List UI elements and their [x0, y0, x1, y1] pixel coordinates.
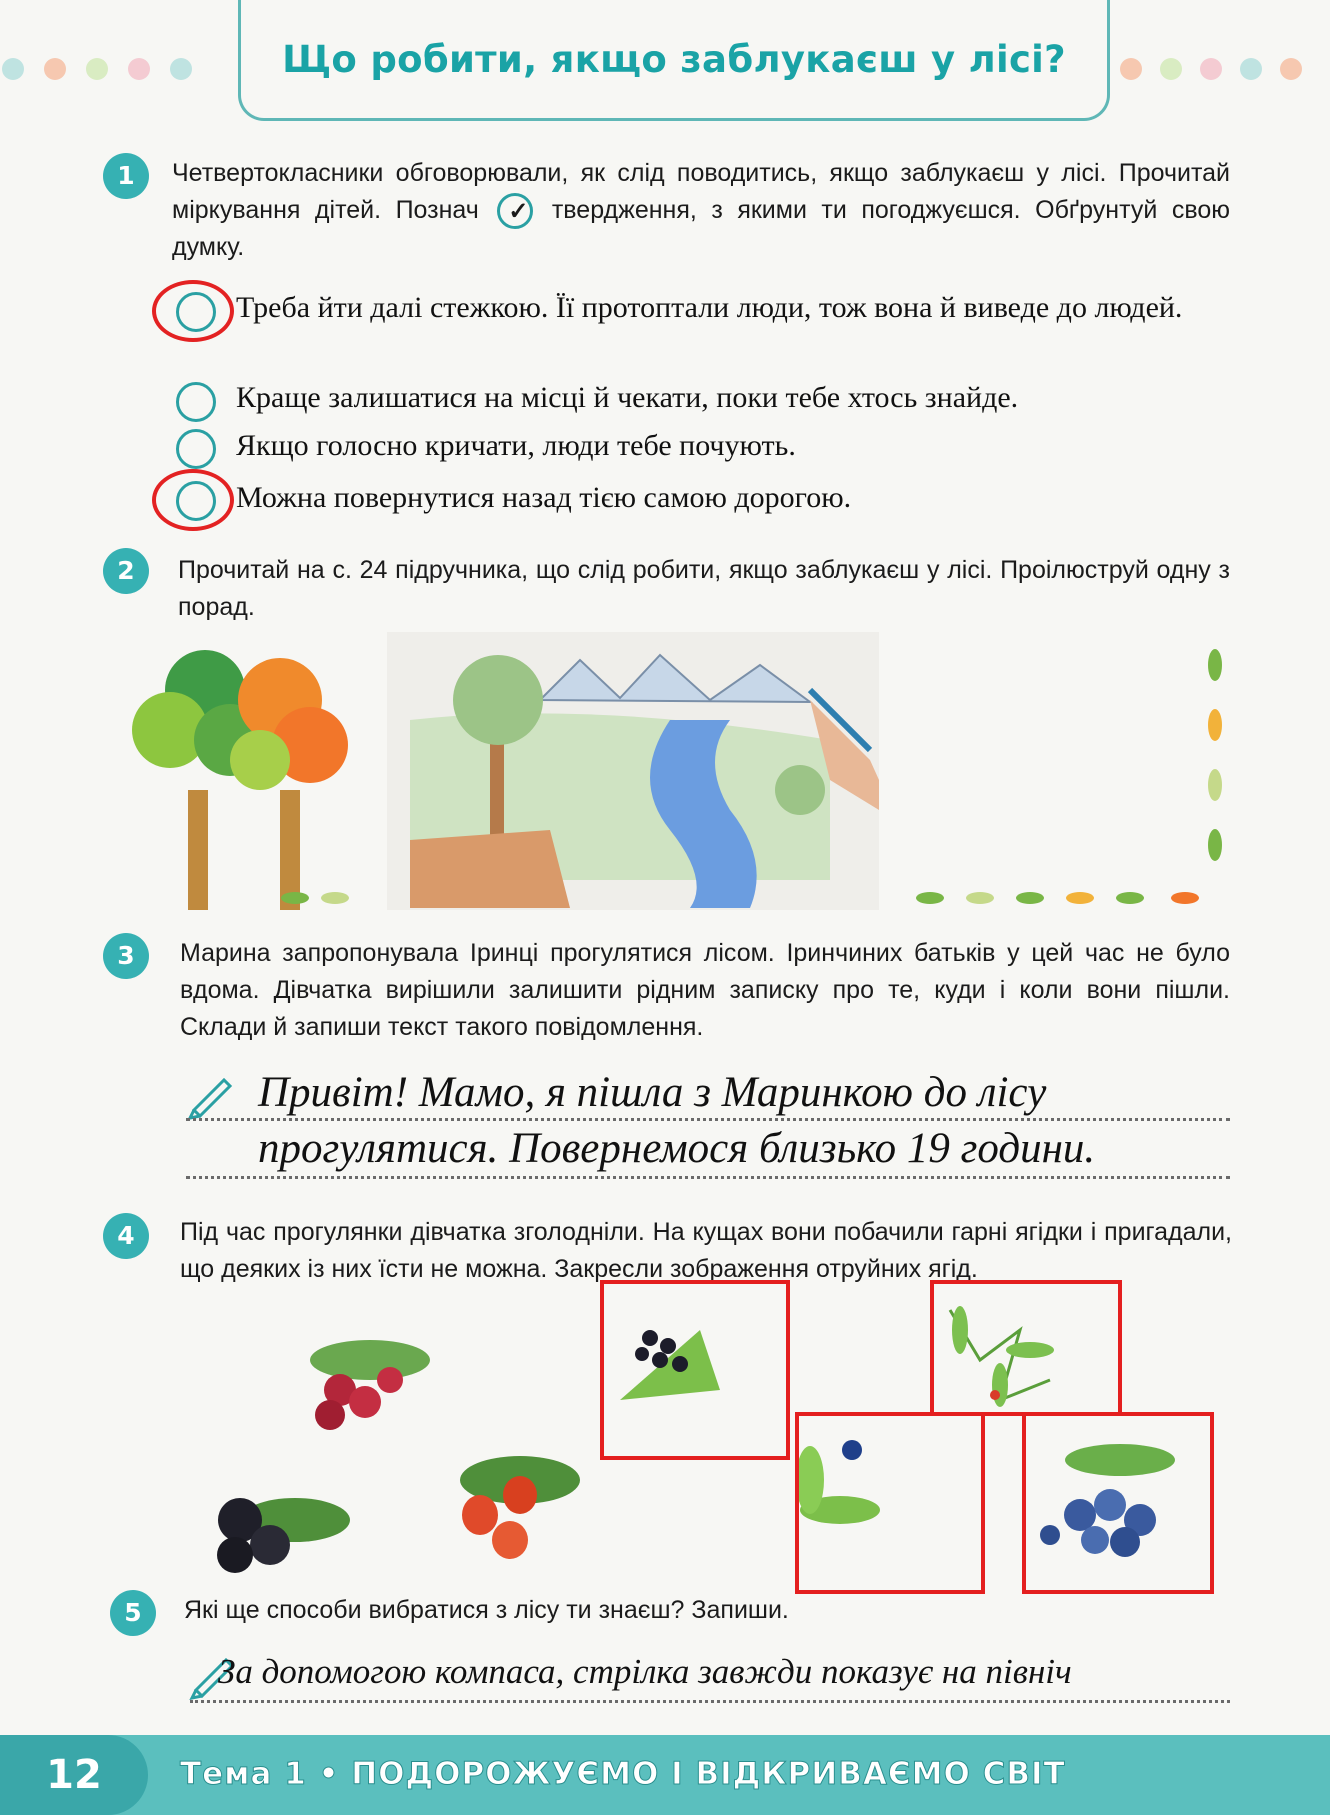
task5-answer: За допомогою компаса, стрілка завжди показує на північ: [218, 1652, 1072, 1691]
task-number-5: 5: [110, 1590, 156, 1636]
option-4-text: Можна повернутися назад тією самою дорогою.: [236, 481, 852, 514]
option-3-checkbox[interactable]: [176, 429, 216, 469]
page-title: Що робити, якщо заблукаєш у лісі?: [282, 38, 1066, 81]
blueberry-red-box: [1022, 1412, 1214, 1594]
elderberry-red-box: [600, 1280, 790, 1460]
option-1-text: Треба йти далі стежкою. Її протоптали люди, тож вона й виведе до людей.: [236, 291, 1183, 324]
check-mark-icon: ✓: [497, 193, 533, 229]
page-number: 12: [0, 1735, 148, 1815]
pencil-icon: [184, 1068, 236, 1120]
task-number-2: 2: [103, 548, 149, 594]
cartoon-trees-icon: [132, 650, 348, 910]
answer-line: [190, 1700, 1230, 1703]
option-3-text: Якщо голосно кричати, люди тебе почують.: [236, 429, 796, 462]
blackberry-icon: [217, 1498, 350, 1573]
task-number-1: 1: [103, 153, 149, 199]
footer-section-title: Тема 1 • ПОДОРОЖУЄМО І ВІДКРИВАЄМО СВІТ: [180, 1756, 1066, 1792]
task4-instruction: Під час прогулянки дівчатка зголодніли. На кущах вони побачили гарні ягідки і пригадали, що деяких із них їсти не можна. Закресли зображення отруйних ягід.: [180, 1218, 1232, 1283]
child-drawing-image: [387, 632, 879, 910]
option-2-checkbox[interactable]: [176, 382, 216, 422]
answer-line: [186, 1118, 1230, 1121]
task5-instruction: Які ще способи вибратися з лісу ти знаєш? Запиши.: [184, 1596, 789, 1624]
task-number-3: 3: [103, 933, 149, 979]
crowberry-red-box: [795, 1412, 985, 1594]
answer-line: [186, 1176, 1230, 1179]
task-number-4: 4: [103, 1213, 149, 1259]
task2-instruction: Прочитай на с. 24 підручника, що слід робити, якщо заблукаєш у лісі. Проілюструй одну з порад.: [178, 556, 1230, 621]
option-4-red-mark: [152, 469, 234, 531]
option-2-text: Краще залишатися на місці й чекати, поки тебе хтось знайде.: [236, 381, 1019, 414]
cranberry-icon: [310, 1340, 430, 1430]
option-1-red-mark: [152, 280, 234, 342]
task1-instruction: [172, 155, 1230, 266]
sprig-red-box: [930, 1280, 1122, 1416]
task3-instruction: Марина запропонувала Іринці прогулятися лісом. Іринчиних батьків у цей час не було вдома. Дівчатка вирішили залишити рідним записку про те, куди і коли вони пішли. Склади й запиши текст такого повідомлення.: [180, 939, 1230, 1041]
task1-text-after: твердження, з якими ти погоджуєшся. Обґрунтуй свою думку.: [172, 196, 1230, 262]
task3-answer-line-1: Привіт! Мамо, я пішла з Маринкою до лісу: [258, 1069, 1047, 1116]
task1-text-before: Четвертокласники обговорювали, як слід поводитись, якщо заблукаєш у лісі. Прочитай міркування дітей. Познач: [172, 159, 1230, 224]
rosehip-icon: [460, 1456, 580, 1559]
task3-answer-line-2: прогулятися. Повернемося близько 19 години.: [258, 1125, 1096, 1172]
task2-illustration: [110, 630, 1250, 915]
title-tab: [238, 0, 1110, 121]
